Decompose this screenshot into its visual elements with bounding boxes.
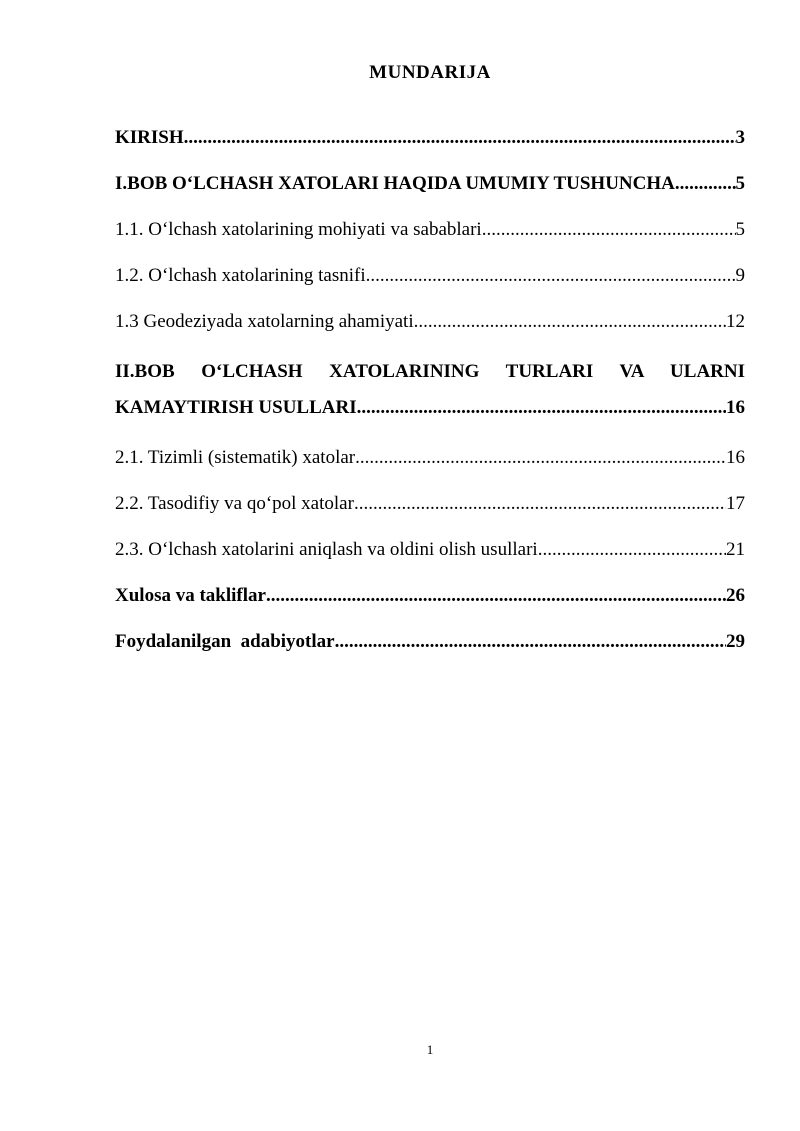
- table-of-contents: [115, 124, 745, 656]
- toc-entry: [115, 170, 745, 198]
- toc-entry-text: 2.2. Tasodifiy va qo‘pol xatolar: [115, 493, 354, 514]
- toc-entry-page: 26: [726, 585, 745, 606]
- toc-leader-dots: [538, 536, 726, 564]
- toc-leader-dots: [184, 124, 736, 152]
- toc-entry-page: 5: [735, 219, 745, 240]
- toc-entry-text: I.BOB O‘LCHASH XATOLARI HAQIDA UMUMIY TUSHUNCHA: [115, 173, 675, 194]
- toc-leader-dots: [357, 390, 726, 426]
- toc-entry: [115, 216, 745, 244]
- toc-entry: [115, 444, 745, 472]
- toc-entry-page: 12: [726, 311, 745, 332]
- toc-entry-page: 16: [726, 397, 745, 418]
- toc-entry: [115, 582, 745, 610]
- toc-leader-dots: [482, 216, 736, 244]
- toc-leader-dots: [414, 308, 726, 336]
- toc-entry: [115, 536, 745, 564]
- toc-entry-text: KAMAYTIRISH USULLARI: [115, 397, 357, 418]
- toc-entry-text-line1: II.BOB O‘LCHASH XATOLARINING TURLARI VA ULARNI: [115, 361, 745, 382]
- toc-entry-page: 29: [726, 631, 745, 652]
- toc-entry-page: 16: [726, 447, 745, 468]
- toc-entry: [115, 308, 745, 336]
- toc-entry-text: Xulosa va takliflar: [115, 585, 266, 606]
- toc-title: MUNDARIJA: [369, 62, 491, 83]
- toc-entry-page: 3: [735, 127, 745, 148]
- toc-entry-page: 9: [735, 265, 745, 286]
- toc-leader-dots: [354, 490, 726, 518]
- toc-entry: [115, 262, 745, 290]
- toc-entry: [115, 628, 745, 656]
- toc-entry-text: 1.3 Geodeziyada xatolarning ahamiyati: [115, 311, 414, 332]
- toc-entry: [115, 124, 745, 152]
- toc-entry-text: Foydalanilgan adabiyotlar: [115, 631, 335, 652]
- toc-entry-text: 1.1. O‘lchash xatolarining mohiyati va sabablari: [115, 219, 482, 240]
- toc-leader-dots: [675, 170, 736, 198]
- toc-entry: [115, 390, 745, 426]
- toc-entry-text: 2.3. O‘lchash xatolarini aniqlash va oldini olish usullari: [115, 539, 538, 560]
- toc-entry-page: 17: [726, 493, 745, 514]
- toc-entry-text: 1.2. O‘lchash xatolarining tasnifi: [115, 265, 366, 286]
- toc-entry-text: KIRISH: [115, 127, 184, 148]
- toc-entry-multiline: [115, 354, 745, 426]
- toc-entry-text: 2.1. Tizimli (sistematik) xatolar: [115, 447, 356, 468]
- toc-entry: [115, 490, 745, 518]
- toc-leader-dots: [355, 444, 726, 472]
- toc-leader-dots: [335, 628, 726, 656]
- page-number-footer: 1: [426, 1042, 434, 1057]
- toc-entry-page: 5: [735, 173, 745, 194]
- toc-entry-page: 21: [726, 539, 745, 560]
- toc-leader-dots: [366, 262, 736, 290]
- toc-leader-dots: [266, 582, 726, 610]
